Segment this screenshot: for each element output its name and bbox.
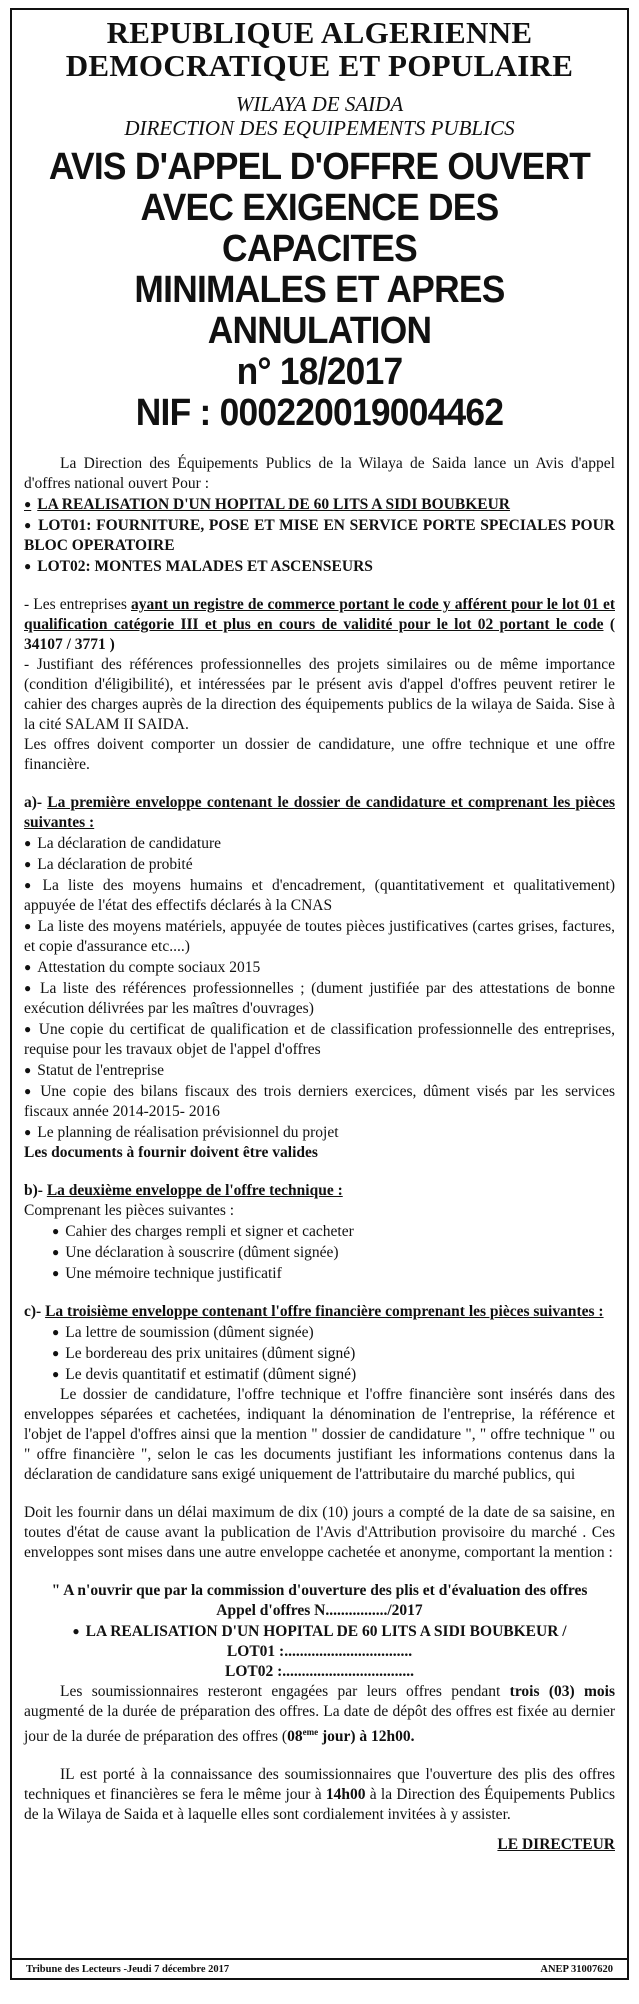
notice-body: [24, 454, 615, 1855]
engagement-paragraph: [24, 1682, 615, 1747]
eligibility-condition: ayant un registre de commerce portant le code y afférent pour le lot 01 et qualification catégorie III et plus en cours de validité pour le lot 02 portant le code: [24, 596, 615, 633]
list-item: [24, 1122, 615, 1143]
list-item: [52, 1364, 615, 1385]
list-item-text: Statut de l'entreprise: [37, 1062, 165, 1079]
mention-line-3: [24, 1621, 615, 1642]
envelope-mention: [24, 1581, 615, 1682]
section-b-intro: Comprenant les pièces suivantes :: [24, 1202, 235, 1219]
signature: LE DIRECTEUR: [497, 1836, 615, 1854]
list-item-text: La déclaration de probité: [37, 856, 193, 873]
lot1-text: LOT01: FOURNITURE, POSE ET MISE EN SERVICE PORTE SPECIALES POUR BLOC OPERATOIRE: [24, 517, 615, 554]
wilaya-line: WILAYA DE SAIDA: [235, 92, 404, 116]
section-a-title: La première enveloppe contenant le dossier de candidature et comprenant les pièces suivantes :: [24, 794, 615, 831]
section-b-prefix: b)-: [24, 1182, 47, 1199]
notice-title: [45, 147, 595, 434]
eligibility-paragraph: [24, 595, 615, 655]
eligibility-prefix: - Les entreprises: [24, 596, 132, 613]
delay-paragraph: Doit les fournir dans un délai maximum de dix (10) jours a compté de la date de sa saisine, en toutes d'état de cause avant la publication de l'Avis d'Attribution provisoire du marché . Ces enveloppes sont mises dans une autre enveloppe cachetée et anonyme, comportant la mention :: [24, 1504, 615, 1561]
mention-line-1: " A n'ouvrir que par la commission d'ouverture des plis et d'évaluation des offres: [51, 1582, 588, 1599]
list-item-text: La déclaration de candidature: [37, 835, 221, 852]
list-item-text: Attestation du compte sociaux 2015: [37, 959, 261, 976]
list-item: [52, 1322, 615, 1343]
project-line: [24, 494, 615, 515]
list-item: [24, 875, 615, 916]
list-item: [24, 854, 615, 875]
list-item: [24, 957, 615, 978]
offers-paragraph: Les offres doivent comporter un dossier de candidature, une offre technique et une offre financière.: [24, 736, 615, 773]
list-item-text: Une copie du certificat de qualification et de classification professionnelle des entreprises, requise pour les travaux objet de l'appel d'offres: [24, 1021, 616, 1058]
section-a-prefix: a)-: [24, 794, 48, 811]
section-b-heading: [24, 1181, 615, 1201]
section-c-heading: [24, 1302, 615, 1322]
list-item: [24, 978, 615, 1019]
title-line-3: MINIMALES ET APRES ANNULATION: [134, 269, 505, 352]
list-item: [52, 1343, 615, 1364]
mention-line-2: Appel d'offres N................/2017: [216, 1602, 423, 1619]
opening-time: 14h00: [325, 1786, 366, 1804]
list-item: [52, 1242, 615, 1263]
engagement-deadline: jour) à 12h00.: [318, 1728, 415, 1746]
opening-text-1: IL est porté à la connaissance des soumissionnaires que l'ouverture des plis des offres techniques et financières se fera le même jour à: [24, 1766, 615, 1804]
list-item-text: La liste des références professionnelles ; (dument justifiée par des attestations de bonne exécution délivrées par les maîtres d'ouvrages): [24, 980, 615, 1017]
notice-page: [10, 8, 629, 1980]
engagement-text-1: Les soumissionnaires resteront engagées par leurs offres pendant: [60, 1683, 510, 1700]
header: [24, 16, 615, 434]
engagement-day: 08: [287, 1728, 303, 1746]
lot1-line: [24, 515, 615, 556]
section-b-title: La deuxième enveloppe de l'offre technique :: [46, 1182, 343, 1199]
engagement-day-suffix: eme: [302, 1727, 319, 1737]
section-a-note: Les documents à fournir doivent être valides: [24, 1144, 318, 1161]
list-item-text: La lettre de soumission (dûment signée): [65, 1324, 314, 1341]
title-line-2: AVEC EXIGENCE DES CAPACITES: [140, 187, 499, 270]
section-c-prefix: c)-: [24, 1303, 46, 1320]
list-item-text: Le bordereau des prix unitaires (dûment signé): [65, 1345, 356, 1362]
footer-reference: ANEP 31007620: [540, 1963, 613, 1975]
engagement-text-2: augmenté de la durée de préparation des offres. La date de dépôt des offres est fixée au dernier jour de la durée de préparation des offres (: [24, 1703, 615, 1746]
intro-text: La Direction des Équipements Publics de la Wilaya de Saida lance un Avis d'appel d'offres national ouvert Pour :: [24, 455, 615, 492]
list-item-text: Une mémoire technique justificatif: [65, 1265, 282, 1282]
section-a-heading: [24, 793, 615, 833]
list-item-text: La liste des moyens matériels, appuyée de toutes pièces justificatives (cartes grises, factures, et copie d'assurance etc....): [24, 918, 615, 955]
list-item: [24, 1060, 615, 1081]
justify-paragraph: - Justifiant des références professionnelles des projets similaires ou de même importance (condition d'éligibilité), et intéressées par le présent avis d'appel d'offres peuvent retirer le cahier des charges auprès de la direction des équipements publics de la wilaya de Saida. Sise à la cité SALAM II SAIDA.: [24, 656, 615, 733]
mention-line-4: LOT01 :.................................: [226, 1643, 413, 1660]
lot2-text: LOT02: MONTES MALADES ET ASCENSEURS: [37, 558, 373, 575]
list-item-text: Cahier des charges rempli et signer et cacheter: [65, 1223, 354, 1240]
list-item: [52, 1221, 615, 1242]
mention-line-5: LOT02 :..................................: [224, 1663, 415, 1680]
section-b-list: [24, 1221, 615, 1284]
list-item: [52, 1263, 615, 1284]
title-nif: NIF : 000220019004462: [135, 392, 504, 434]
list-item: [24, 1081, 615, 1122]
project-text: LA REALISATION D'UN HOPITAL DE 60 LITS A SIDI BOUBKEUR: [37, 496, 510, 513]
direction-line: DIRECTION DES EQUIPEMENTS PUBLICS: [124, 116, 515, 140]
list-item-text: La liste des moyens humains et d'encadrement, (quantitativement et qualitativement) appuyée de l'état des effectifs déclarés à la CNAS: [24, 877, 615, 914]
section-a-list: [24, 833, 615, 1143]
lot2-line: [24, 556, 615, 577]
list-item-text: Le devis quantitatif et estimatif (dûment signé): [65, 1366, 357, 1383]
section-c-list: [24, 1322, 615, 1385]
list-item: [24, 833, 615, 854]
list-item-text: Une copie des bilans fiscaux des trois derniers exercices, dûment visés par les services fiscaux année 2014-2015- 2016: [24, 1083, 616, 1120]
list-item: [24, 1019, 615, 1060]
title-line-4: n° 18/2017: [236, 351, 403, 393]
mention-project-text: LA REALISATION D'UN HOPITAL DE 60 LITS A SIDI BOUBKEUR /: [85, 1623, 567, 1640]
engagement-duration: trois (03) mois: [509, 1683, 615, 1700]
list-item-text: Le planning de réalisation prévisionnel du projet: [37, 1124, 339, 1141]
section-c-title: La troisième enveloppe contenant l'offre financière comprenant les pièces suivantes :: [45, 1303, 604, 1320]
list-item-text: Une déclaration à souscrire (dûment signée): [65, 1244, 339, 1261]
footer-source: Tribune des Lecteurs -Jeudi 7 décembre 2017: [26, 1963, 230, 1975]
opening-paragraph: [24, 1765, 615, 1825]
dossier-paragraph: Le dossier de candidature, l'offre technique et l'offre financière sont insérés dans des enveloppes séparées et cachetées, indiquant la dénomination de l'entreprise, la référence et l'objet de l'appel d'offres ainsi que la mention " dossier de candidature ", " offre technique " ou " offre financière ", selon le cas les documents justifiant les informations contenus dans la déclaration de candidature sans exigé uniquement de l'attributaire du marché publics, qui: [24, 1386, 615, 1483]
title-line-1: AVIS D'APPEL D'OFFRE OUVERT: [48, 146, 591, 188]
republic-line-1: REPUBLIQUE ALGERIENNE: [106, 15, 533, 50]
eligibility-codes: ( 34107 / 3771 ): [24, 616, 615, 653]
list-item: [24, 916, 615, 957]
opening-text-2: à la Direction des Équipements Publics de la Wilaya de Saida et à laquelle elles sont cordialement invitées à y assister.: [24, 1786, 615, 1824]
republic-line-2: DEMOCRATIQUE ET POPULAIRE: [65, 48, 574, 83]
page-footer: [12, 1958, 627, 1978]
